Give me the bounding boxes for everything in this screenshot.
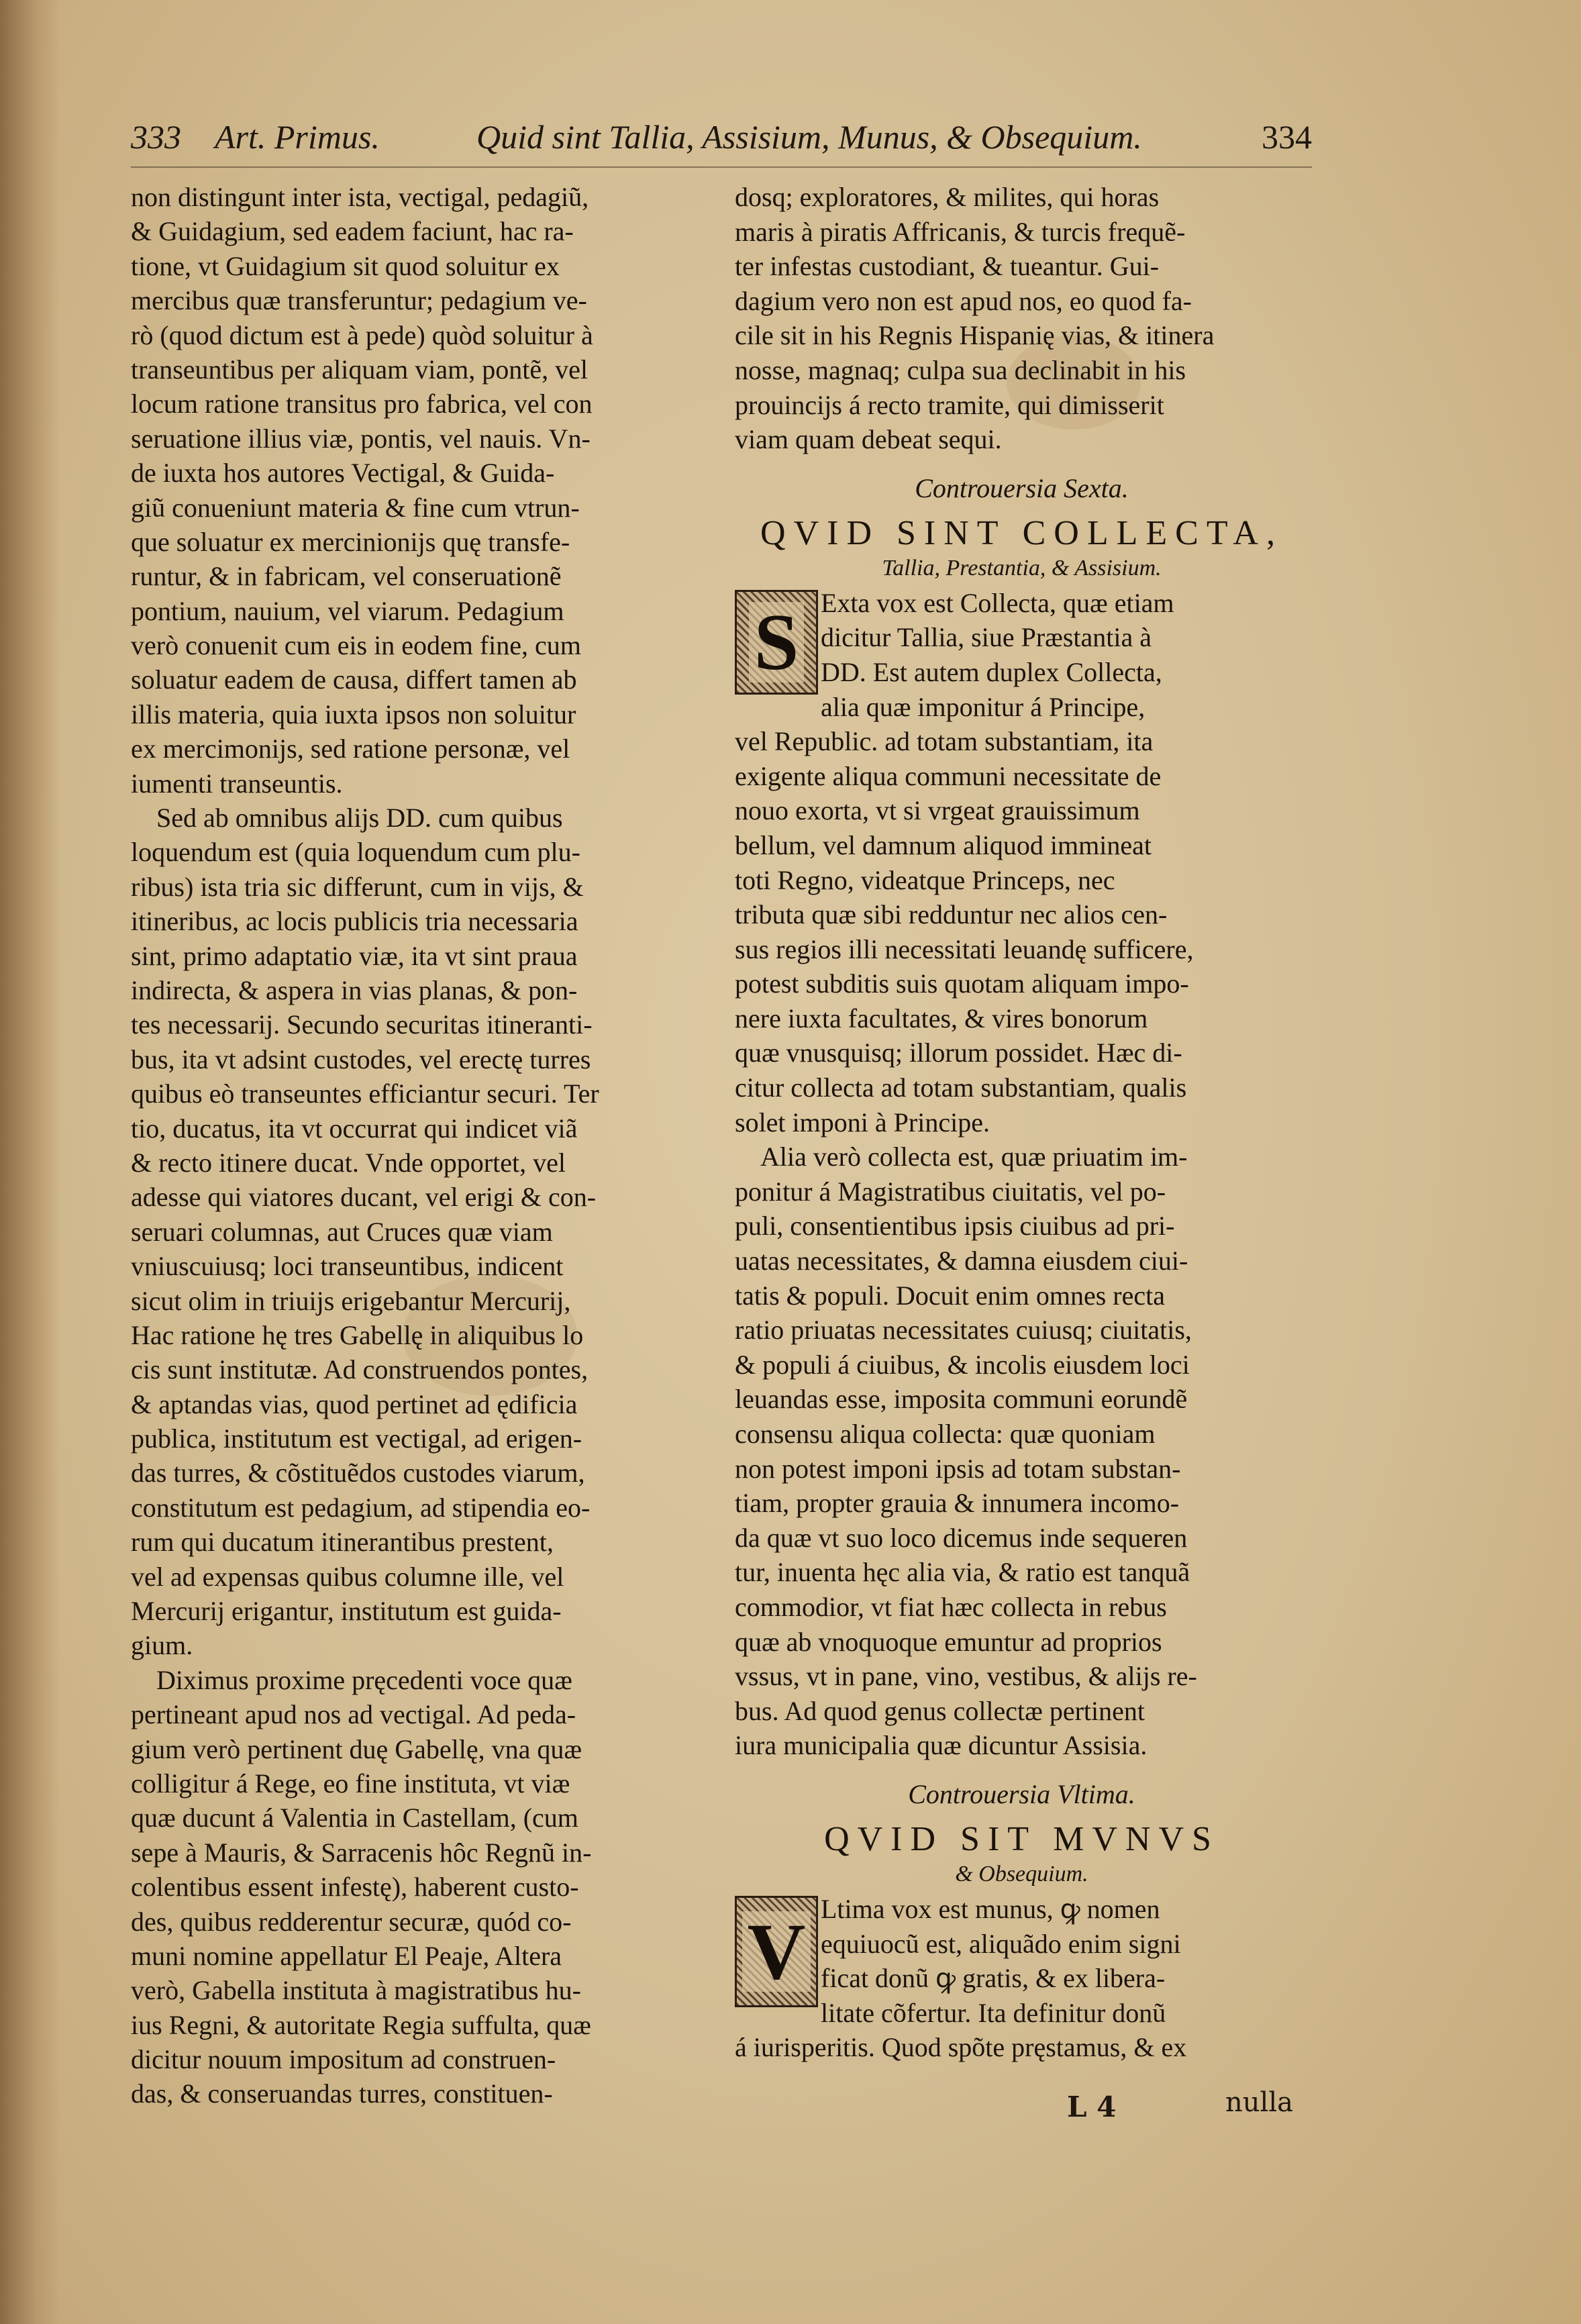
text-line: tio, ducatus, ita vt occurrat qui indicet viã (131, 1113, 578, 1144)
text-line: alia quæ imponitur á Principe, (821, 691, 1145, 722)
text-line: soluatur eadem de causa, differt tamen ab (131, 664, 577, 695)
text-line: quæ ab vnoquoque emuntur ad proprios (735, 1626, 1162, 1657)
text-line: uatas necessitates, & damna eiusdem ciui- (735, 1246, 1188, 1276)
text-line: rò (quod dictum est à pede) quòd soluitur à (131, 319, 593, 350)
text-line: sint, primo adaptatio viæ, ita vt sint praua (131, 940, 578, 971)
text-line: nere iuxta facultates, & vires bonorum (735, 1003, 1148, 1033)
text-line: & populi á ciuibus, & incolis eiusdem loci (735, 1349, 1190, 1380)
text-line: dicitur nouum impositum ad construen- (131, 2044, 556, 2075)
section-subheading: Tallia, Prestantia, & Assisium. (882, 555, 1162, 580)
right-column (735, 180, 1309, 2065)
text-line: de iuxta hos autores Vectigal, & Guida- (131, 458, 555, 489)
text-line: seruatione illius viæ, pontis, vel nauis. Vn- (131, 423, 591, 454)
text-line: ponitur á Magistratibus ciuitatis, vel po- (735, 1176, 1166, 1207)
text-line: á iurisperitis. Quod spõte pręstamus, & ex (735, 2032, 1187, 2063)
text-line: verò, Gabella instituta à magistratibus hu- (131, 1975, 581, 2006)
text-line: ter infestas custodiant, & tueantur. Gui- (735, 251, 1160, 282)
text-line: illis materia, quia iuxta ipsos non soluitur (131, 699, 576, 729)
text-line: toti Regno, videatque Princeps, nec (735, 864, 1115, 895)
text-line: bus. Ad quod genus collectæ pertinent (735, 1695, 1145, 1726)
text-line: & recto itinere ducat. Vnde opportet, vel (131, 1147, 566, 1178)
text-line: vel Republic. ad totam substantiam, ita (735, 726, 1154, 757)
text-line: quibus eò transeuntes efficiantur securi. Ter (131, 1078, 599, 1109)
text-line: publica, institutum est vectigal, ad erigen- (131, 1423, 582, 1454)
left-column (131, 180, 681, 2111)
text-line: viam quam debeat sequi. (735, 424, 1002, 455)
text-line: sepe à Mauris, & Sarracenis hôc Regnũ in- (131, 1837, 592, 1868)
text-line: non potest imponi ipsis ad totam substan- (735, 1453, 1181, 1484)
text-line: solet imponi à Principe. (735, 1107, 990, 1138)
text-line: runtur, & in fabricam, vel conseruationẽ (131, 561, 562, 592)
text-line: adesse qui viatores ducant, vel erigi & con- (131, 1182, 597, 1213)
text-line: giũ conueniunt materia & fine cum vtrun- (131, 492, 580, 523)
text-line: tur, inuenta hęc alia via, & ratio est tanquã (735, 1557, 1190, 1588)
text-line: equiuocũ est, aliquãdo enim signi (821, 1928, 1181, 1959)
text-line: des, quibus redderentur securæ, quód co- (131, 1906, 572, 1937)
text-line: non distingunt inter ista, vectigal, pedagiũ, (131, 182, 589, 212)
text-line: exigente aliqua communi necessitate de (735, 760, 1162, 791)
text-line: bus, ita vt adsint custodes, vel erectę turres (131, 1044, 591, 1074)
text-line: commodior, vt fiat hæc collecta in rebus (735, 1591, 1167, 1622)
text-line: potest subditis suis quotam aliquam impo- (735, 968, 1189, 999)
text-line: nosse, magnaq; culpa sua declinabit in his (735, 354, 1186, 385)
controversy-label: Controuersia Vltima. (908, 1778, 1135, 1809)
text-line: tione, vt Guidagium sit quod soluitur ex (131, 250, 560, 281)
text-line: cis sunt institutæ. Ad construendos pontes, (131, 1354, 589, 1385)
text-line: vel ad expensas quibus columne ille, vel (131, 1561, 564, 1592)
text-line: DD. Est autem duplex Collecta, (821, 656, 1162, 687)
text-line: colentibus essent infestę), haberent custo- (131, 1872, 579, 1903)
text-line: Alia verò collecta est, quæ priuatim im- (760, 1142, 1188, 1172)
text-line: da quæ vt suo loco dicemus inde sequeren (735, 1522, 1188, 1553)
text-line: pontium, nauium, vel viarum. Pedagium (131, 595, 564, 626)
text-line: ficat donũ ꝙ gratis, & ex libera- (821, 1963, 1166, 1994)
text-line: itineribus, ac locis publicis tria necessaria (131, 906, 578, 937)
text-line: quæ ducunt á Valentia in Castellam, (cum (131, 1803, 578, 1833)
text-line: mercibus quæ transferuntur; pedagium ve- (131, 285, 587, 316)
page-number-right: 334 (1262, 118, 1312, 156)
header-rule (131, 166, 1312, 168)
text-line: rum qui ducatum itinerantibus prestent, (131, 1527, 554, 1558)
text-line: ribus) ista tria sic differunt, cum in vijs, & (131, 871, 584, 902)
text-line: vssus, vt in pane, vino, vestibus, & alijs re- (735, 1661, 1197, 1692)
text-line: ex mercimonijs, sed ratione personæ, vel (131, 734, 570, 764)
text-line: gium verò pertinent duę Gabellę, vna quæ (131, 1733, 582, 1764)
text-line: puli, consentientibus ipsis ciuibus ad pri- (735, 1211, 1175, 1242)
page-gutter-shadow (0, 0, 60, 2324)
text-line: litate cõfertur. Ita definitur donũ (821, 1997, 1166, 2028)
text-line: dagium vero non est apud nos, eo quod fa- (735, 285, 1192, 316)
text-line: seruari columnas, aut Cruces quæ viam (131, 1216, 553, 1247)
decorated-initial (735, 590, 818, 695)
text-line: das turres, & cõstituẽdos custodes viarum, (131, 1458, 585, 1488)
running-header (131, 117, 1312, 171)
page-number-left: 333 (131, 118, 181, 156)
decorated-initial (735, 1896, 818, 2007)
text-line: constitutum est pedagium, ad stipendia eo- (131, 1492, 591, 1523)
text-line: consensu aliqua collecta: quæ quoniam (735, 1419, 1156, 1449)
text-line: quæ vnusquisq; illorum possidet. Hæc di- (735, 1038, 1182, 1068)
section-subheading: & Obsequium. (955, 1861, 1088, 1886)
text-line: nouo exorta, vt si vrgeat grauissimum (735, 795, 1140, 826)
controversy-label: Controuersia Sexta. (915, 472, 1129, 503)
text-line: iumenti transeuntis. (131, 768, 343, 799)
text-line: muni nomine appellatur El Peaje, Altera (131, 1940, 562, 1971)
text-line: gium. (131, 1630, 193, 1661)
text-line: verò conuenit cum eis in eodem fine, cum (131, 630, 581, 661)
text-line: vniuscuiusq; loci transeuntibus, indicent (131, 1251, 564, 1282)
text-line: & Guidagium, sed eadem faciunt, hac ra- (131, 216, 574, 247)
text-line: colligitur á Rege, eo fine instituta, vt viæ (131, 1768, 570, 1799)
text-line: bellum, vel damnum aliquod immineat (735, 829, 1152, 860)
text-line: iura municipalia quæ dicuntur Assisia. (735, 1730, 1148, 1761)
text-line: ius Regni, & autoritate Regia suffulta, quæ (131, 2009, 591, 2040)
text-line: dicitur Tallia, siue Præstantia à (821, 622, 1152, 653)
section-heading: QVID SIT MVNVS (824, 1819, 1219, 1858)
text-line: tiam, propter grauia & innumera incomo- (735, 1488, 1180, 1519)
text-line: locum ratione transitus pro fabrica, vel con (131, 389, 593, 419)
text-line: tributa quæ sibi redduntur nec alios cen- (735, 899, 1168, 930)
catchword: nulla (1225, 2087, 1293, 2118)
text-line: Hac ratione hę tres Gabellę in aliquibus lo (131, 1319, 584, 1350)
text-line: loquendum est (quia loquendum cum plu- (131, 837, 580, 868)
text-line: & aptandas vias, quod pertinet ad ędificia (131, 1388, 578, 1419)
text-line: tes necessarij. Secundo securitas itineranti- (131, 1009, 593, 1040)
text-line: cile sit in his Regnis Hispanię vias, & itinera (735, 320, 1215, 351)
text-line: transeuntibus per aliquam viam, pontẽ, vel (131, 354, 588, 385)
text-line: tatis & populi. Docuit enim omnes recta (735, 1280, 1165, 1311)
signature-mark: L 4 (1067, 2090, 1117, 2123)
text-line: que soluatur ex mercinionijs quę transfe- (131, 526, 570, 557)
running-title: Quid sint Tallia, Assisium, Munus, & Obsequium. (476, 118, 1142, 156)
text-line: Mercurij erigantur, institutum est guida- (131, 1596, 562, 1627)
text-line: dosq; exploratores, & milites, qui horas (735, 182, 1160, 212)
section-label: Art. Primus. (215, 118, 380, 156)
section-heading: QVID SINT COLLECTA, (760, 513, 1283, 552)
initial-letter: S (749, 602, 805, 683)
text-line: maris à piratis Affricanis, & turcis frequẽ- (735, 216, 1186, 247)
text-line: Sed ab omnibus alijs DD. cum quibus (156, 803, 563, 833)
text-line: Diximus proxime pręcedenti voce quæ (156, 1664, 572, 1695)
text-line: sus regios illi necessitati leuandę sufficere, (735, 933, 1194, 964)
text-line: leuandas esse, imposita communi eorundẽ (735, 1384, 1188, 1415)
text-line: Ltima vox est munus, ꝙ nomen (821, 1893, 1160, 1924)
text-line: Exta vox est Collecta, quæ etiam (821, 587, 1174, 618)
text-line: sicut olim in triuijs erigebantur Mercurij, (131, 1285, 571, 1316)
text-line: indirecta, & aspera in vias planas, & pon- (131, 974, 578, 1005)
text-line: pertineant apud nos ad vectigal. Ad peda- (131, 1699, 576, 1730)
text-line: prouincijs á recto tramite, qui dimisserit (735, 389, 1164, 420)
text-line: das, & conseruandas turres, constituen- (131, 2078, 553, 2109)
text-line: ratio priuatas necessitates cuiusq; ciuitatis, (735, 1315, 1192, 1346)
initial-letter: V (742, 1911, 811, 1992)
text-line: citur collecta ad totam substantiam, qualis (735, 1072, 1187, 1103)
